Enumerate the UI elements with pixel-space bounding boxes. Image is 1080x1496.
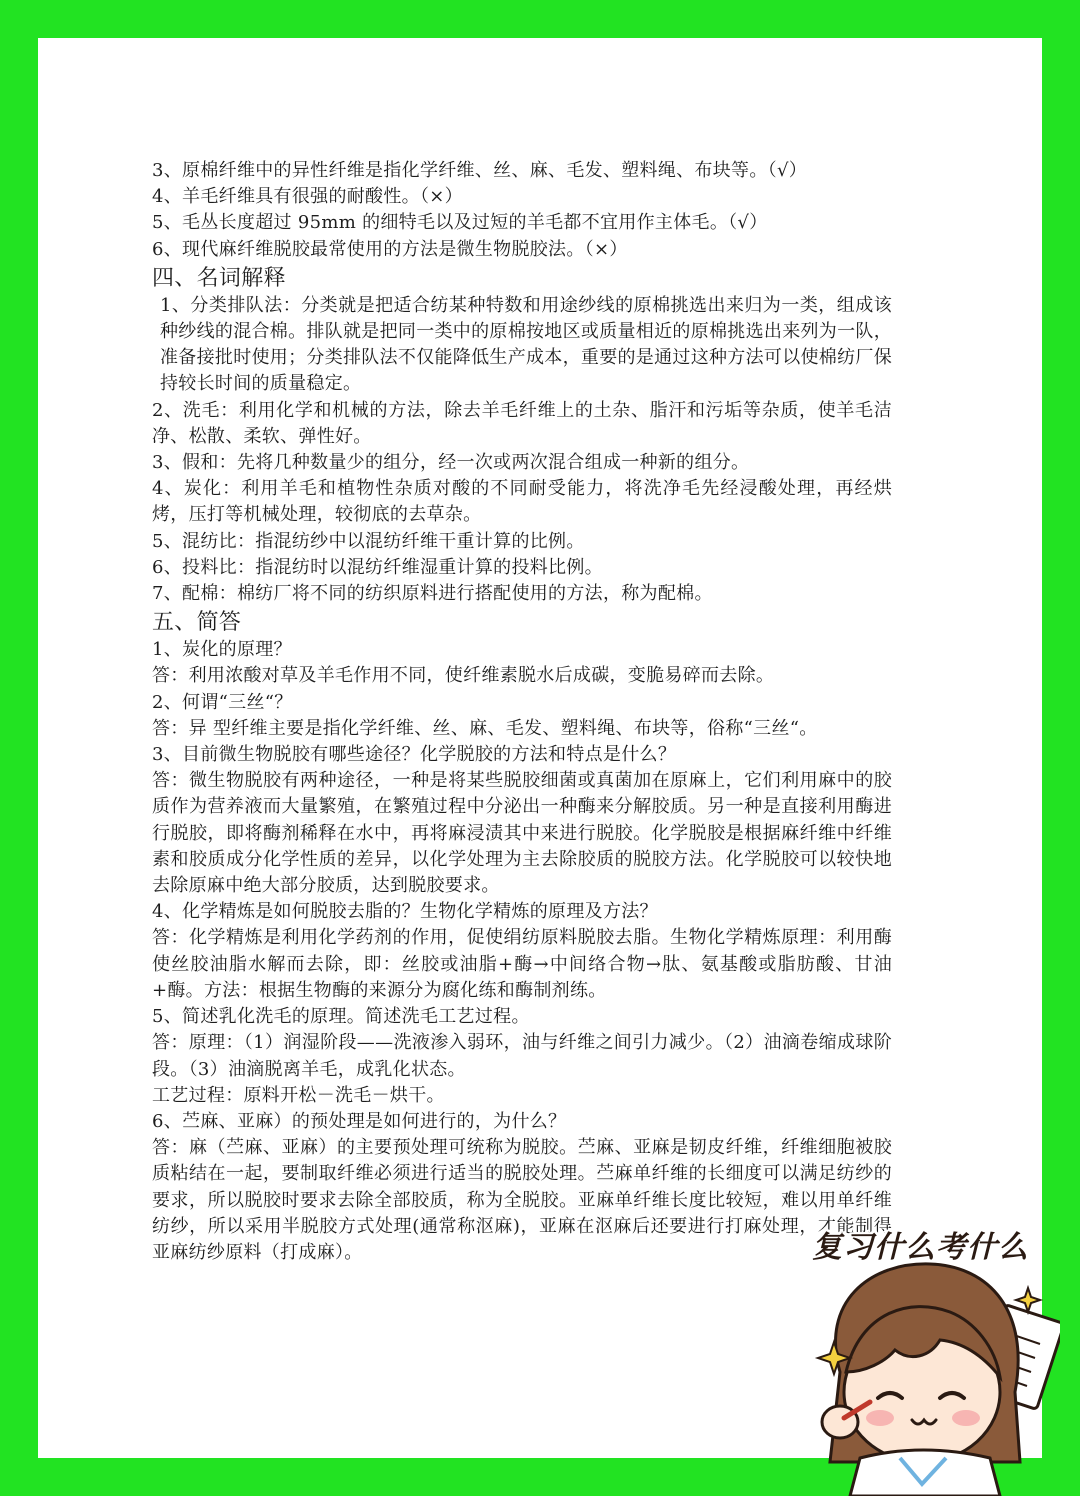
answer-6: 答：麻（苎麻、亚麻）的主要预处理可统称为脱胶。苎麻、亚麻是韧皮纤维，纤维细胞被胶质粘结在一起，要制取纤维必须进行适当的脱胶处理。苎麻单纤维的长细度可以满足纺纱的要求，所以脱胶时要求去除全部胶质，称为全脱胶。亚麻单纤维长度比较短，难以用单纤维纺纱，所以采用半脱胶方式处理(通常称沤麻)，亚麻在沤麻后还要进行打麻处理，才能制得亚麻纺纱原料（打成麻）。 <box>152 1137 892 1263</box>
term-2: 2、洗毛：利用化学和机械的方法，除去羊毛纤维上的土杂、脂汗和污垢等杂质，使羊毛洁净、松散、柔软、弹性好。 <box>152 399 892 447</box>
sticker-caption: 复习什么考什么 <box>812 1230 1029 1265</box>
term-6: 6、投料比：指混纺时以混纺纤维湿重计算的投料比例。 <box>152 556 603 578</box>
judgement-5: 5、毛丛长度超过 95mm 的细特毛以及过短的羊毛都不宜用作主体毛。（√） <box>152 212 768 234</box>
answer-2: 答：异 型纤维主要是指化学纤维、丝、麻、毛发、塑料绳、布块等，俗称“三丝“。 <box>152 717 818 739</box>
answer-1: 答：利用浓酸对草及羊毛作用不同，使纤维素脱水后成碳，变脆易碎而去除。 <box>152 665 775 687</box>
answer-3: 答：微生物脱胶有两种途径，一种是将某些脱胶细菌或真菌加在原麻上，它们利用麻中的胶质作为营养液而大量繁殖，在繁殖过程中分泌出一种酶来分解胶质。另一种是直接利用酶进行脱胶，即将酶剂稀释在水中，再将麻浸渍其中来进行脱胶。化学脱胶是根据麻纤维中纤维素和胶质成分化学性质的差异，以化学处理为主去除胶质的脱胶方法。化学脱胶可以较快地去除原麻中绝大部分胶质，达到脱胶要求。 <box>152 770 892 897</box>
answer-4: 答：化学精炼是利用化学药剂的作用，促使绢纺原料脱胶去脂。生物化学精炼原理：利用酶使丝胶油脂水解而去除，即：丝胶或油脂+酶→中间络合物→肽、氨基酸或脂肪酸、甘油+酶。方法：根据生物酶的来源分为腐化练和酶制剂练。 <box>152 927 892 1001</box>
question-4: 4、化学精炼是如何脱胶去脂的？生物化学精炼的原理及方法？ <box>152 901 658 923</box>
judgement-6: 6、现代麻纤维脱胶最常使用的方法是微生物脱胶法。（×） <box>152 238 628 260</box>
judgement-4: 4、羊毛纤维具有很强的耐酸性。（×） <box>152 186 463 208</box>
term-3: 3、假和：先将几种数量少的组分，经一次或两次混合组成一种新的组分。 <box>152 452 750 474</box>
term-1: 1、分类排队法：分类就是把适合纺某种特数和用途纱线的原棉挑选出来归为一类，组成该种纱线的混合棉。排队就是把同一类中的原棉按地区或质量相近的原棉挑选出来列为一队，准备接批时使用；分类排队法不仅能降低生产成本，重要的是通过这种方法可以使棉纺厂保持较长时间的质量稳定。 <box>160 294 892 395</box>
question-1: 1、炭化的原理？ <box>152 639 292 661</box>
section-heading-answers: 五、简答 <box>152 610 242 636</box>
term-5: 5、混纺比：指混纺纱中以混纺纤维干重计算的比例。 <box>152 530 585 552</box>
judgement-3: 3、原棉纤维中的异性纤维是指化学纤维、丝、麻、毛发、塑料绳、布块等。（√） <box>152 160 808 181</box>
answer-5: 答：原理：（1）润湿阶段——洗液渗入弱环，油与纤维之间引力减少。（2）油滴卷缩成球阶段。（3）油滴脱离羊毛，成乳化状态。 <box>152 1032 892 1080</box>
question-2: 2、何谓“三丝“？ <box>152 691 293 713</box>
term-7: 7、配棉：棉纺厂将不同的纺织原料进行搭配使用的方法，称为配棉。 <box>152 583 713 605</box>
question-5: 5、简述乳化洗毛的原理。简述洗毛工艺过程。 <box>152 1006 530 1028</box>
answer-5-process: 工艺过程：原料开松－洗毛－烘干。 <box>152 1084 445 1106</box>
document-body <box>152 158 892 1266</box>
section-heading-terms: 四、名词解释 <box>152 265 286 291</box>
term-4: 4、炭化：利用羊毛和植物性杂质对酸的不同耐受能力，将洗净毛先经浸酸处理，再经烘烤，压打等机械处理，较彻底的去草杂。 <box>152 478 892 526</box>
question-3: 3、目前微生物脱胶有哪些途径？化学脱胶的方法和特点是什么？ <box>152 744 677 766</box>
question-6: 6、苎麻、亚麻）的预处理是如何进行的，为什么？ <box>152 1110 567 1132</box>
